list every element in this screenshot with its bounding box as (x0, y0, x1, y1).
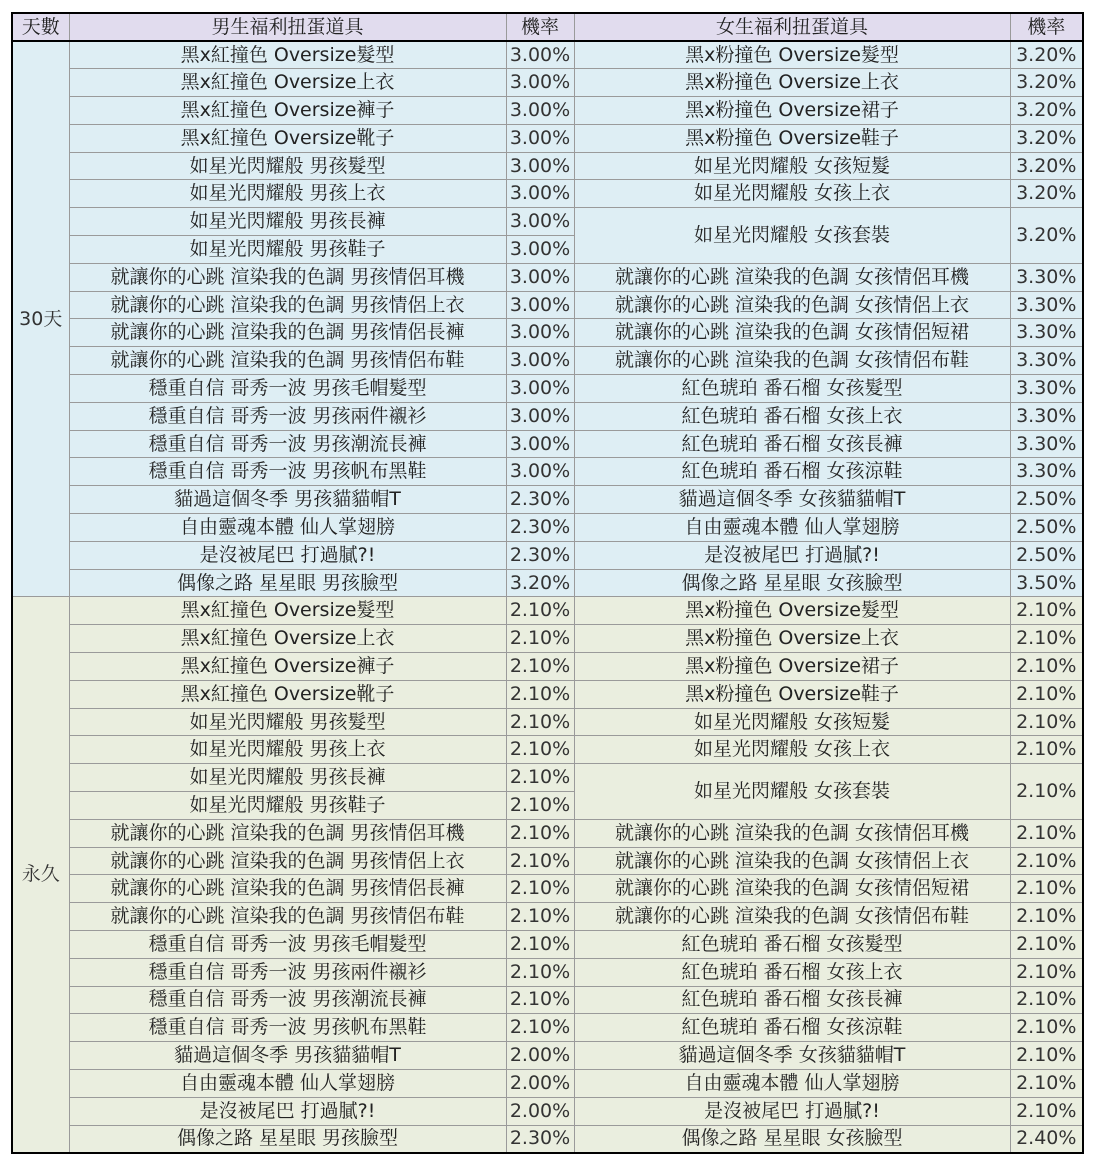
female-item-cell: 就讓你的心跳 渲染我的色調 女孩情侶短裙 (574, 875, 1010, 903)
table-row (12, 41, 1083, 69)
female-item-cell: 黑x粉撞色 Oversize裙子 (574, 653, 1010, 681)
male-item-cell: 就讓你的心跳 渲染我的色調 男孩情侶耳機 (69, 263, 506, 291)
table-row (12, 764, 1083, 792)
female-rate-cell: 2.10% (1010, 1042, 1083, 1070)
male-item-cell: 穩重自信 哥秀一波 男孩毛帽髮型 (69, 375, 506, 403)
female-item-cell: 貓過這個冬季 女孩貓貓帽T (574, 1042, 1010, 1070)
male-item-cell: 如星光閃耀般 男孩髮型 (69, 152, 506, 180)
male-item-cell: 就讓你的心跳 渲染我的色調 男孩情侶布鞋 (69, 347, 506, 375)
female-item-cell: 如星光閃耀般 女孩上衣 (574, 736, 1010, 764)
table-row (12, 124, 1083, 152)
male-rate-cell: 2.00% (506, 1069, 574, 1097)
female-rate-cell: 3.50% (1010, 569, 1083, 597)
male-rate-cell: 2.00% (506, 1097, 574, 1125)
female-item-cell: 偶像之路 星星眼 女孩臉型 (574, 1125, 1010, 1153)
male-item-cell: 就讓你的心跳 渲染我的色調 男孩情侶上衣 (69, 847, 506, 875)
female-rate-cell: 3.30% (1010, 430, 1083, 458)
female-rate-cell: 2.10% (1010, 847, 1083, 875)
male-item-cell: 如星光閃耀般 男孩鞋子 (69, 792, 506, 820)
male-rate-cell: 2.10% (506, 708, 574, 736)
female-item-cell: 紅色琥珀 番石榴 女孩長褲 (574, 430, 1010, 458)
male-rate-cell: 2.10% (506, 792, 574, 820)
female-rate-cell: 2.10% (1010, 903, 1083, 931)
female-item-cell: 就讓你的心跳 渲染我的色調 女孩情侶上衣 (574, 291, 1010, 319)
male-item-cell: 穩重自信 哥秀一波 男孩兩件襯衫 (69, 958, 506, 986)
male-rate-cell: 2.30% (506, 541, 574, 569)
female-item-cell: 紅色琥珀 番石榴 女孩上衣 (574, 958, 1010, 986)
male-rate-cell: 2.00% (506, 1042, 574, 1070)
female-item-cell: 如星光閃耀般 女孩上衣 (574, 180, 1010, 208)
male-item-cell: 黑x紅撞色 Oversize褲子 (69, 653, 506, 681)
male-item-cell: 黑x紅撞色 Oversize上衣 (69, 69, 506, 97)
table-row (12, 653, 1083, 681)
male-rate-cell: 2.10% (506, 653, 574, 681)
male-item-cell: 自由靈魂本體 仙人掌翅膀 (69, 514, 506, 542)
male-rate-cell: 3.00% (506, 41, 574, 69)
male-item-cell: 如星光閃耀般 男孩上衣 (69, 180, 506, 208)
header-row (12, 13, 1083, 41)
female-rate-cell: 3.20% (1010, 208, 1083, 264)
male-rate-cell: 3.00% (506, 69, 574, 97)
male-item-cell: 就讓你的心跳 渲染我的色調 男孩情侶布鞋 (69, 903, 506, 931)
female-item-cell: 紅色琥珀 番石榴 女孩長褲 (574, 986, 1010, 1014)
male-rate-cell: 3.00% (506, 236, 574, 264)
male-rate-cell: 2.10% (506, 736, 574, 764)
female-item-cell: 黑x粉撞色 Oversize上衣 (574, 625, 1010, 653)
table-row (12, 263, 1083, 291)
female-item-cell: 如星光閃耀般 女孩短髮 (574, 708, 1010, 736)
female-rate-cell: 2.10% (1010, 653, 1083, 681)
female-rate-cell: 3.30% (1010, 291, 1083, 319)
table-row (12, 931, 1083, 959)
female-item-cell: 如星光閃耀般 女孩套裝 (574, 764, 1010, 820)
table-row (12, 986, 1083, 1014)
male-rate-cell: 3.00% (506, 375, 574, 403)
male-item-cell: 穩重自信 哥秀一波 男孩兩件襯衫 (69, 402, 506, 430)
table-row (12, 1014, 1083, 1042)
male-rate-cell: 3.00% (506, 180, 574, 208)
table-row (12, 597, 1083, 625)
male-item-cell: 自由靈魂本體 仙人掌翅膀 (69, 1069, 506, 1097)
female-rate-cell: 2.10% (1010, 680, 1083, 708)
female-rate-cell: 2.10% (1010, 875, 1083, 903)
male-rate-cell: 3.00% (506, 402, 574, 430)
table-row (12, 180, 1083, 208)
female-rate-cell: 3.20% (1010, 97, 1083, 125)
female-rate-cell: 3.30% (1010, 458, 1083, 486)
female-item-cell: 就讓你的心跳 渲染我的色調 女孩情侶上衣 (574, 847, 1010, 875)
header-female-rate: 機率 (1010, 13, 1083, 41)
female-rate-cell: 2.10% (1010, 625, 1083, 653)
table-row (12, 319, 1083, 347)
male-rate-cell: 2.10% (506, 903, 574, 931)
female-item-cell: 就讓你的心跳 渲染我的色調 女孩情侶短裙 (574, 319, 1010, 347)
female-item-cell: 是沒被尾巴 打過膩?! (574, 1097, 1010, 1125)
female-rate-cell: 3.20% (1010, 69, 1083, 97)
table-row (12, 430, 1083, 458)
male-item-cell: 就讓你的心跳 渲染我的色調 男孩情侶耳機 (69, 819, 506, 847)
male-item-cell: 是沒被尾巴 打過膩?! (69, 541, 506, 569)
female-rate-cell: 2.50% (1010, 486, 1083, 514)
female-rate-cell: 2.10% (1010, 708, 1083, 736)
female-rate-cell: 2.10% (1010, 764, 1083, 820)
male-item-cell: 黑x紅撞色 Oversize髮型 (69, 597, 506, 625)
male-item-cell: 就讓你的心跳 渲染我的色調 男孩情侶長褲 (69, 875, 506, 903)
header-female-items: 女生福利扭蛋道具 (574, 13, 1010, 41)
male-item-cell: 偶像之路 星星眼 男孩臉型 (69, 1125, 506, 1153)
table-row (12, 97, 1083, 125)
female-item-cell: 黑x粉撞色 Oversize鞋子 (574, 124, 1010, 152)
table-row (12, 1042, 1083, 1070)
female-item-cell: 黑x粉撞色 Oversize鞋子 (574, 680, 1010, 708)
gacha-probability-table (11, 12, 1084, 1154)
female-rate-cell: 2.50% (1010, 541, 1083, 569)
female-rate-cell: 2.50% (1010, 514, 1083, 542)
female-rate-cell: 2.10% (1010, 958, 1083, 986)
male-rate-cell: 2.30% (506, 514, 574, 542)
male-item-cell: 黑x紅撞色 Oversize髮型 (69, 41, 506, 69)
female-item-cell: 黑x粉撞色 Oversize髮型 (574, 597, 1010, 625)
female-item-cell: 自由靈魂本體 仙人掌翅膀 (574, 514, 1010, 542)
female-item-cell: 就讓你的心跳 渲染我的色調 女孩情侶耳機 (574, 263, 1010, 291)
table-row (12, 347, 1083, 375)
male-rate-cell: 3.20% (506, 569, 574, 597)
table-row (12, 458, 1083, 486)
female-item-cell: 紅色琥珀 番石榴 女孩涼鞋 (574, 458, 1010, 486)
days-cell: 永久 (12, 597, 69, 1153)
male-item-cell: 如星光閃耀般 男孩鞋子 (69, 236, 506, 264)
table-body (12, 41, 1083, 1153)
female-item-cell: 如星光閃耀般 女孩短髮 (574, 152, 1010, 180)
male-rate-cell: 3.00% (506, 97, 574, 125)
table-row (12, 625, 1083, 653)
table-row (12, 1097, 1083, 1125)
female-item-cell: 如星光閃耀般 女孩套裝 (574, 208, 1010, 264)
table-row (12, 903, 1083, 931)
male-rate-cell: 3.00% (506, 124, 574, 152)
female-rate-cell: 3.30% (1010, 375, 1083, 403)
male-item-cell: 如星光閃耀般 男孩長褲 (69, 764, 506, 792)
table-row (12, 1125, 1083, 1153)
male-item-cell: 穩重自信 哥秀一波 男孩毛帽髮型 (69, 931, 506, 959)
male-item-cell: 貓過這個冬季 男孩貓貓帽T (69, 486, 506, 514)
male-rate-cell: 3.00% (506, 430, 574, 458)
header-male-rate: 機率 (506, 13, 574, 41)
female-rate-cell: 2.10% (1010, 736, 1083, 764)
female-item-cell: 就讓你的心跳 渲染我的色調 女孩情侶布鞋 (574, 903, 1010, 931)
female-rate-cell: 2.10% (1010, 986, 1083, 1014)
table-row (12, 208, 1083, 236)
table-row (12, 152, 1083, 180)
male-item-cell: 黑x紅撞色 Oversize上衣 (69, 625, 506, 653)
male-rate-cell: 3.00% (506, 347, 574, 375)
male-rate-cell: 3.00% (506, 291, 574, 319)
table-row (12, 819, 1083, 847)
male-item-cell: 是沒被尾巴 打過膩?! (69, 1097, 506, 1125)
male-item-cell: 黑x紅撞色 Oversize靴子 (69, 680, 506, 708)
table-row (12, 486, 1083, 514)
table-row (12, 514, 1083, 542)
female-item-cell: 是沒被尾巴 打過膩?! (574, 541, 1010, 569)
male-item-cell: 如星光閃耀般 男孩長褲 (69, 208, 506, 236)
male-item-cell: 如星光閃耀般 男孩髮型 (69, 708, 506, 736)
female-rate-cell: 2.10% (1010, 1069, 1083, 1097)
female-rate-cell: 3.20% (1010, 41, 1083, 69)
male-item-cell: 穩重自信 哥秀一波 男孩潮流長褲 (69, 430, 506, 458)
male-rate-cell: 2.30% (506, 486, 574, 514)
table-row (12, 875, 1083, 903)
female-item-cell: 紅色琥珀 番石榴 女孩涼鞋 (574, 1014, 1010, 1042)
table-row (12, 69, 1083, 97)
male-rate-cell: 3.00% (506, 319, 574, 347)
table-row (12, 375, 1083, 403)
male-rate-cell: 2.10% (506, 958, 574, 986)
header-days: 天數 (12, 13, 69, 41)
male-rate-cell: 2.10% (506, 764, 574, 792)
male-rate-cell: 2.10% (506, 931, 574, 959)
female-rate-cell: 3.30% (1010, 347, 1083, 375)
male-rate-cell: 2.30% (506, 1125, 574, 1153)
female-rate-cell: 3.20% (1010, 180, 1083, 208)
female-item-cell: 偶像之路 星星眼 女孩臉型 (574, 569, 1010, 597)
female-item-cell: 黑x粉撞色 Oversize裙子 (574, 97, 1010, 125)
female-item-cell: 紅色琥珀 番石榴 女孩髮型 (574, 931, 1010, 959)
male-item-cell: 偶像之路 星星眼 男孩臉型 (69, 569, 506, 597)
table-row (12, 847, 1083, 875)
table-row (12, 708, 1083, 736)
male-item-cell: 就讓你的心跳 渲染我的色調 男孩情侶上衣 (69, 291, 506, 319)
female-item-cell: 自由靈魂本體 仙人掌翅膀 (574, 1069, 1010, 1097)
male-rate-cell: 3.00% (506, 458, 574, 486)
female-rate-cell: 2.10% (1010, 931, 1083, 959)
female-rate-cell: 3.30% (1010, 402, 1083, 430)
female-item-cell: 紅色琥珀 番石榴 女孩髮型 (574, 375, 1010, 403)
male-item-cell: 如星光閃耀般 男孩上衣 (69, 736, 506, 764)
male-rate-cell: 2.10% (506, 986, 574, 1014)
header-male-items: 男生福利扭蛋道具 (69, 13, 506, 41)
female-rate-cell: 3.30% (1010, 319, 1083, 347)
female-rate-cell: 3.20% (1010, 152, 1083, 180)
male-item-cell: 穩重自信 哥秀一波 男孩帆布黑鞋 (69, 1014, 506, 1042)
days-cell: 30天 (12, 41, 69, 597)
male-rate-cell: 3.00% (506, 152, 574, 180)
female-rate-cell: 3.30% (1010, 263, 1083, 291)
female-item-cell: 黑x粉撞色 Oversize髮型 (574, 41, 1010, 69)
male-rate-cell: 2.10% (506, 597, 574, 625)
female-item-cell: 黑x粉撞色 Oversize上衣 (574, 69, 1010, 97)
female-item-cell: 就讓你的心跳 渲染我的色調 女孩情侶耳機 (574, 819, 1010, 847)
male-item-cell: 貓過這個冬季 男孩貓貓帽T (69, 1042, 506, 1070)
male-item-cell: 黑x紅撞色 Oversize靴子 (69, 124, 506, 152)
male-item-cell: 就讓你的心跳 渲染我的色調 男孩情侶長褲 (69, 319, 506, 347)
female-item-cell: 紅色琥珀 番石榴 女孩上衣 (574, 402, 1010, 430)
table-row (12, 541, 1083, 569)
female-rate-cell: 2.10% (1010, 1097, 1083, 1125)
table-row (12, 402, 1083, 430)
male-item-cell: 黑x紅撞色 Oversize褲子 (69, 97, 506, 125)
female-rate-cell: 2.10% (1010, 819, 1083, 847)
male-item-cell: 穩重自信 哥秀一波 男孩潮流長褲 (69, 986, 506, 1014)
female-rate-cell: 2.10% (1010, 597, 1083, 625)
female-item-cell: 就讓你的心跳 渲染我的色調 女孩情侶布鞋 (574, 347, 1010, 375)
male-rate-cell: 2.10% (506, 625, 574, 653)
table-row (12, 736, 1083, 764)
male-rate-cell: 3.00% (506, 208, 574, 236)
female-rate-cell: 3.20% (1010, 124, 1083, 152)
male-rate-cell: 2.10% (506, 819, 574, 847)
male-rate-cell: 2.10% (506, 875, 574, 903)
male-rate-cell: 2.10% (506, 680, 574, 708)
table-row (12, 1069, 1083, 1097)
male-rate-cell: 2.10% (506, 1014, 574, 1042)
table-row (12, 291, 1083, 319)
table-header (12, 13, 1083, 41)
table-row (12, 569, 1083, 597)
male-rate-cell: 2.10% (506, 847, 574, 875)
female-rate-cell: 2.10% (1010, 1014, 1083, 1042)
table-row (12, 958, 1083, 986)
female-item-cell: 貓過這個冬季 女孩貓貓帽T (574, 486, 1010, 514)
table-row (12, 680, 1083, 708)
male-rate-cell: 3.00% (506, 263, 574, 291)
male-item-cell: 穩重自信 哥秀一波 男孩帆布黑鞋 (69, 458, 506, 486)
female-rate-cell: 2.40% (1010, 1125, 1083, 1153)
